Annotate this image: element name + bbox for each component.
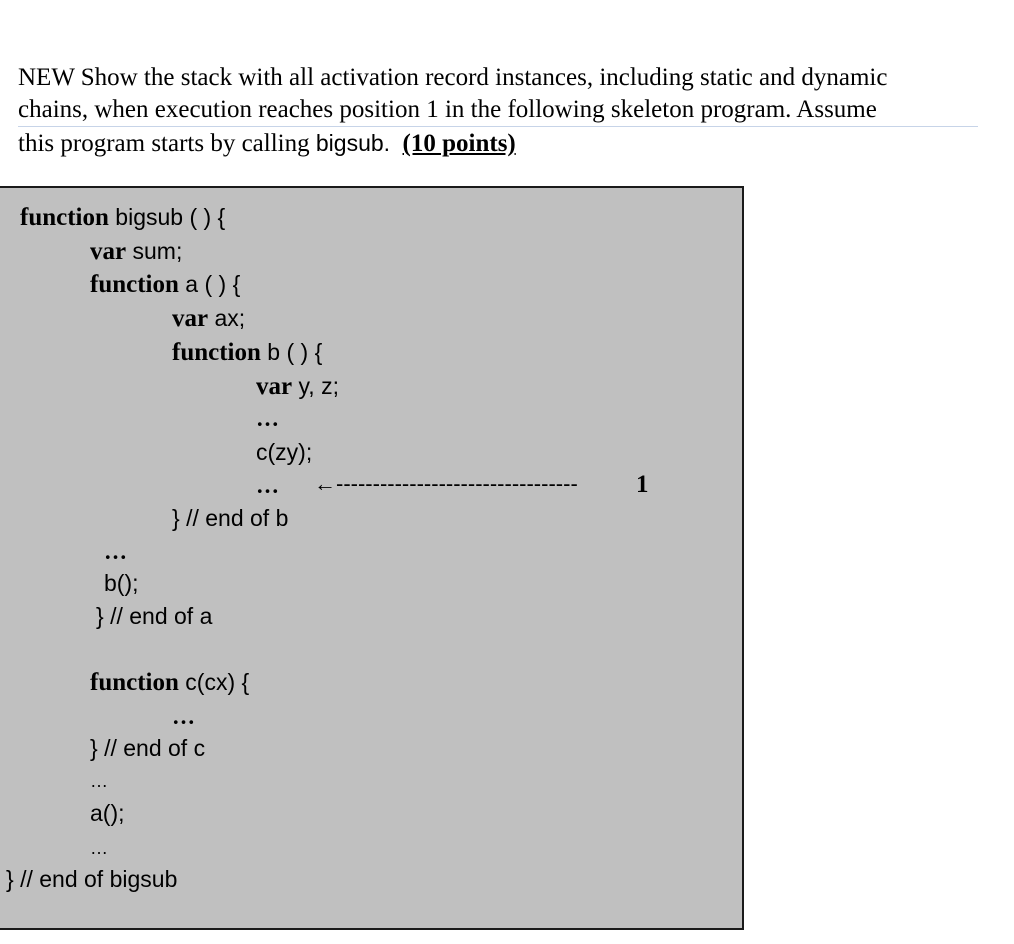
keyword-function: function xyxy=(20,204,109,231)
code-line-var-ax xyxy=(172,303,245,334)
code-text: c(cx) { xyxy=(178,669,250,695)
ellipsis: … xyxy=(104,539,128,564)
code-text: ax; xyxy=(208,305,246,331)
question-line-3 xyxy=(18,127,993,160)
code-text: bigsub ( ) { xyxy=(108,204,226,230)
keyword-function: function xyxy=(90,271,179,298)
ellipsis: … xyxy=(172,704,196,729)
code-text: a ( ) { xyxy=(178,271,241,297)
points-label: (10 points) xyxy=(402,130,516,157)
question-text xyxy=(18,62,993,160)
question-line-2: chains, when execution reaches position 1 in the following skeleton program. Assume xyxy=(18,94,978,127)
code-line-call-a: a(); xyxy=(90,800,125,826)
code-text: sum; xyxy=(126,238,183,264)
code-line-end-b: } // end of b xyxy=(172,505,289,531)
code-line-call-b: b(); xyxy=(104,570,139,596)
ellipsis: … xyxy=(256,473,280,498)
code-line-call-c: c(zy); xyxy=(256,439,313,465)
code-listing xyxy=(0,186,744,930)
code-text: b ( ) { xyxy=(260,339,323,365)
code-line-end-c: } // end of c xyxy=(90,735,206,761)
ellipsis: … xyxy=(256,406,280,431)
keyword-function: function xyxy=(172,339,261,366)
code-line-function-b xyxy=(172,337,322,368)
code-line-function-a xyxy=(90,269,240,300)
code-line-end-a: } // end of a xyxy=(96,603,213,629)
code-text: y, z; xyxy=(292,373,339,399)
position-arrow: ←--------------------------------- xyxy=(314,471,578,496)
code-line-var-sum xyxy=(90,236,182,267)
question-line-1: NEW Show the stack with all activation record instances, including static and dynamic xyxy=(18,64,888,91)
keyword-var: var xyxy=(172,305,209,332)
code-line-var-yz xyxy=(256,371,339,402)
code-line-end-bigsub: } // end of bigsub xyxy=(6,866,178,892)
keyword-var: var xyxy=(90,238,127,265)
question-line-3-text: this program starts by calling xyxy=(18,130,316,157)
keyword-var: var xyxy=(256,373,293,400)
code-line-function-c xyxy=(90,667,249,698)
code-line-bigsub xyxy=(20,202,225,233)
position-marker: 1 xyxy=(636,471,649,498)
ellipsis: … xyxy=(90,771,110,791)
ellipsis: … xyxy=(90,838,110,858)
keyword-function: function xyxy=(90,669,179,696)
bigsub-reference: bigsub. xyxy=(315,130,391,156)
